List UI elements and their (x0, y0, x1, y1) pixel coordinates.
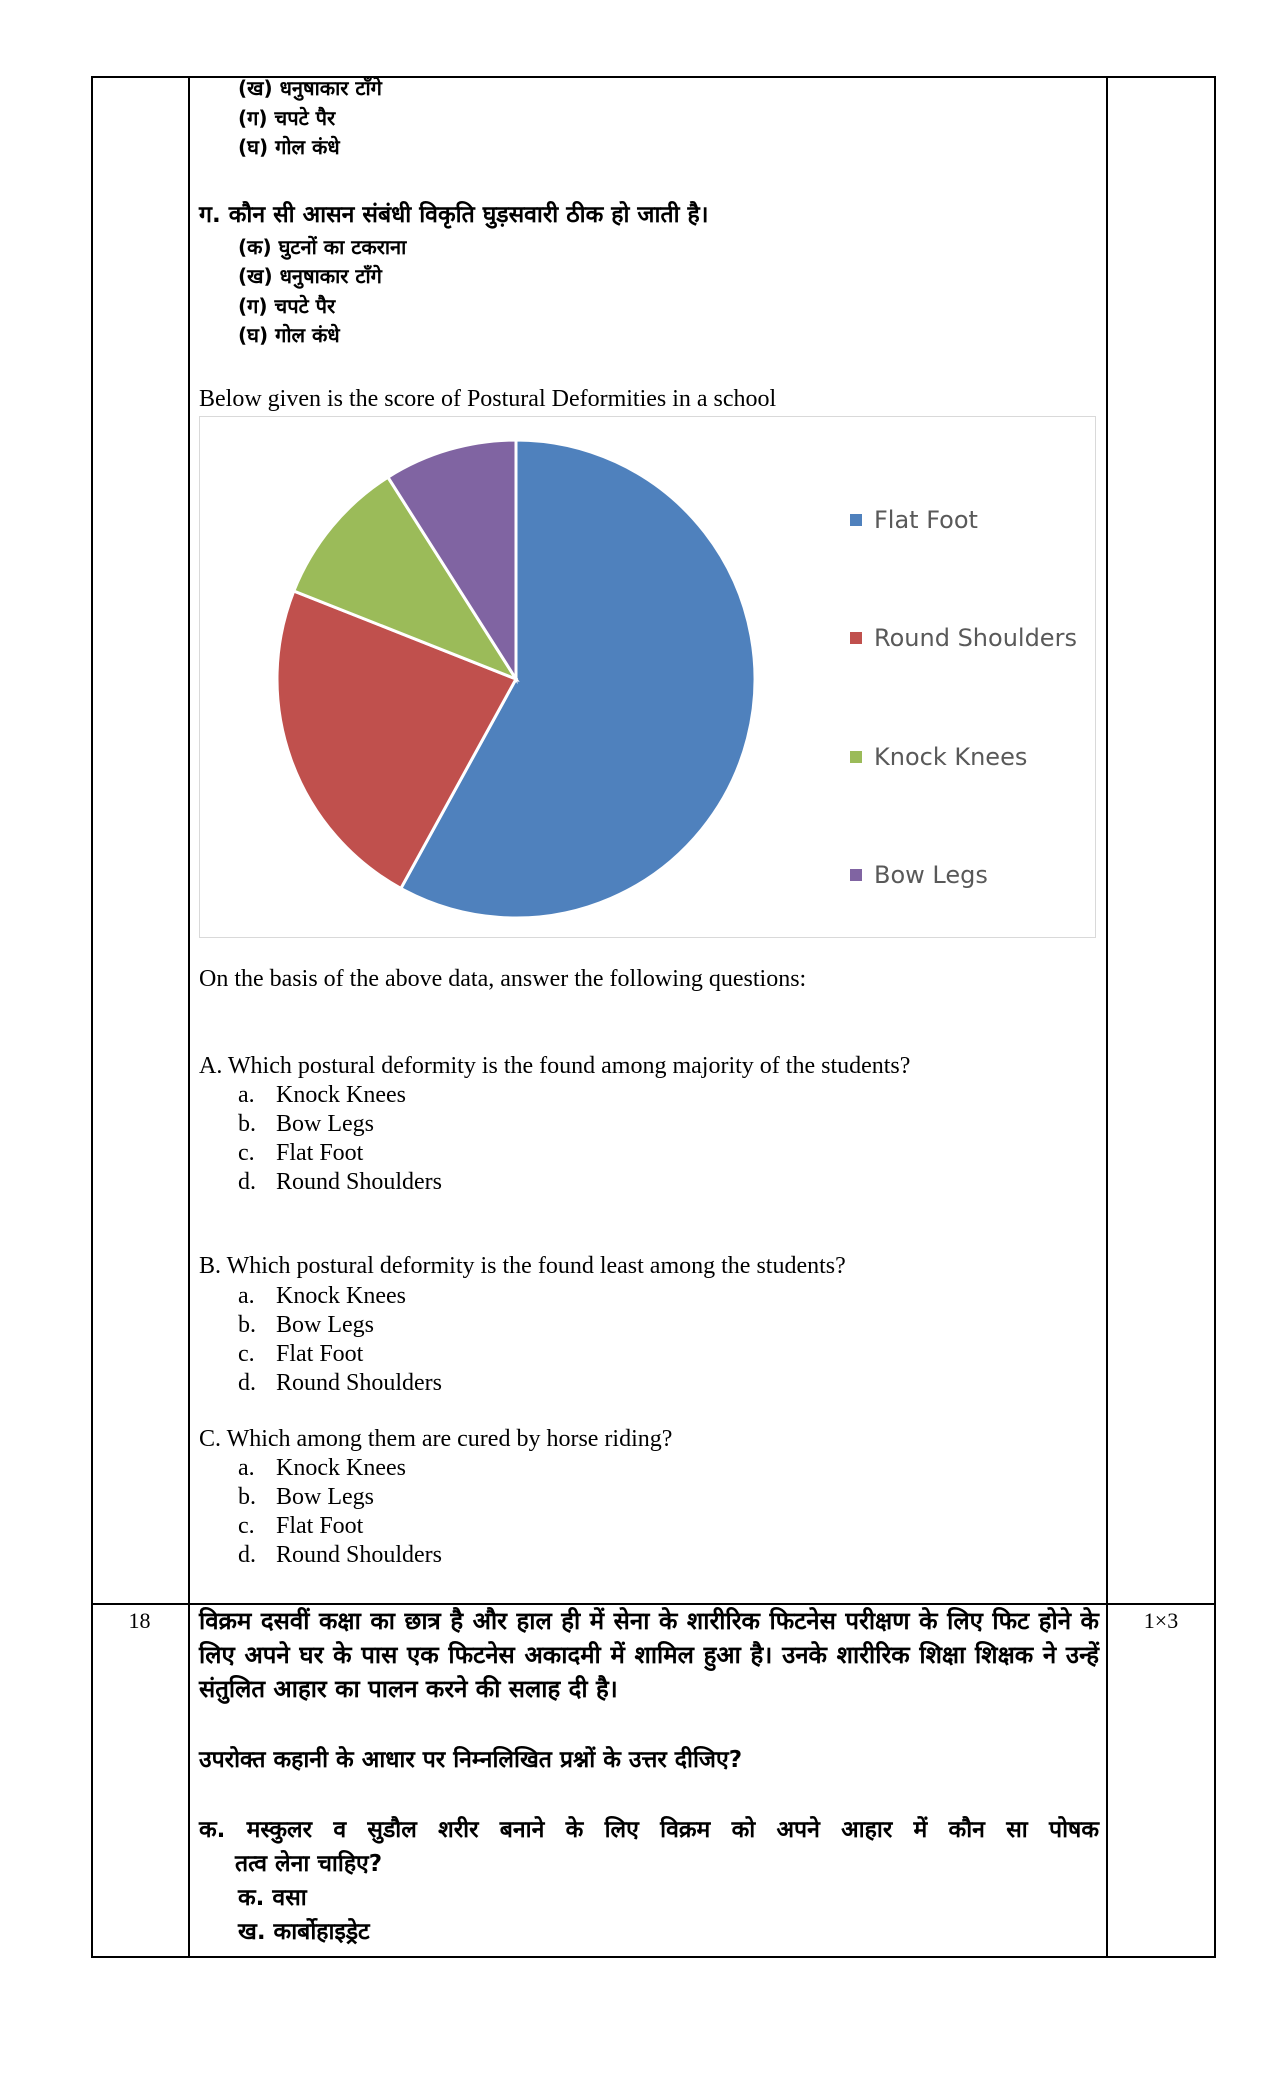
table-col-divider-2 (1106, 76, 1108, 1958)
question-18-option-ka: क. वसा (238, 1885, 307, 1911)
option-text: Round Shoulders (276, 1370, 443, 1396)
option-a[interactable] (238, 1454, 442, 1483)
question-ga-option-ka: (क) घुटनों का टकराना (238, 235, 407, 259)
question-ga: ग. कौन सी आसन संबंधी विकृति घुड़सवारी ठीक हो जाती है। (199, 202, 709, 228)
legend-label: Flat Foot (874, 506, 978, 534)
legend-label: Bow Legs (874, 861, 988, 889)
option-text: Knock Knees (276, 1455, 406, 1481)
option-c[interactable] (238, 1340, 442, 1369)
option-d[interactable] (238, 1168, 442, 1197)
question-a-options (238, 1081, 442, 1197)
question-number: 18 (128, 1608, 151, 1633)
option-text: Round Shoulders (276, 1542, 443, 1568)
prev-option-gha: (घ) गोल कंधे (238, 135, 340, 159)
option-b[interactable] (238, 1110, 442, 1139)
option-text: Bow Legs (276, 1111, 374, 1137)
option-letter: c. (238, 1341, 255, 1367)
option-letter: d. (238, 1169, 256, 1195)
pie-chart (200, 417, 1094, 936)
option-letter: a. (238, 1455, 255, 1481)
question-ga-option-ga: (ग) चपटे पैर (238, 294, 336, 318)
option-text: Flat Foot (276, 1140, 364, 1166)
option-a[interactable] (238, 1081, 442, 1110)
option-letter: d. (238, 1542, 256, 1568)
legend-swatch (850, 869, 862, 881)
question-18-passage: विक्रम दसवीं कक्षा का छात्र है और हाल ही में सेना के शारीरिक फिटनेस परीक्षण के लिए फिट होने के लिए अपने घर के पास एक फिटनेस अकादमी में शामिल हुआ है। उनके शारीरिक शिक्षा शिक्षक ने उन्हें संतुलित आहार का पालन करने की सलाह दी है। (199, 1607, 1099, 1703)
option-a[interactable] (238, 1282, 442, 1311)
table-border-left (91, 76, 93, 1958)
option-text: Round Shoulders (276, 1169, 443, 1195)
question-b-text: B. Which postural deformity is the found least among the students? (199, 1253, 846, 1279)
question-18-instruction: उपरोक्त कहानी के आधार पर निम्नलिखित प्रश्नों के उत्तर दीजिए? (199, 1747, 743, 1773)
chart-followup-text: On the basis of the above data, answer the following questions: (199, 966, 807, 992)
table-border-bottom (91, 1956, 1216, 1958)
option-text: Flat Foot (276, 1513, 364, 1539)
question-18-ka-line1: क. मस्कुलर व सुडौल शरीर बनाने के लिए विक्रम को अपने आहार में कौन सा पोषक (199, 1817, 1099, 1843)
option-letter: b. (238, 1312, 256, 1338)
option-text: Bow Legs (276, 1312, 374, 1338)
option-b[interactable] (238, 1483, 442, 1512)
prev-option-ga: (ग) चपटे पैर (238, 106, 336, 130)
option-letter: a. (238, 1283, 255, 1309)
option-b[interactable] (238, 1311, 442, 1340)
question-a-text: A. Which postural deformity is the found among majority of the students? (199, 1053, 911, 1079)
option-letter: c. (238, 1140, 255, 1166)
legend-label: Knock Knees (874, 743, 1028, 771)
legend-item-bow-legs (850, 860, 988, 890)
question-ga-option-gha: (घ) गोल कंधे (238, 323, 340, 347)
question-ga-option-kha: (ख) धनुषाकार टाँगे (238, 264, 382, 288)
option-d[interactable] (238, 1541, 442, 1570)
legend-swatch (850, 514, 862, 526)
table-col-divider-1 (188, 76, 190, 1958)
question-18-ka-line2: तत्व लेना चाहिए? (235, 1851, 383, 1877)
option-letter: c. (238, 1513, 255, 1539)
question-c-options (238, 1454, 442, 1570)
legend-item-round-shoulders (850, 623, 1077, 653)
legend-item-flat-foot (850, 505, 978, 535)
legend-label: Round Shoulders (874, 624, 1077, 652)
option-letter: b. (238, 1111, 256, 1137)
table-border-right (1214, 76, 1216, 1958)
question-18-option-kha: ख. कार्बोहाइड्रेट (238, 1919, 370, 1945)
option-letter: b. (238, 1484, 256, 1510)
option-d[interactable] (238, 1369, 442, 1398)
option-letter: d. (238, 1370, 256, 1396)
chart-intro-text: Below given is the score of Postural Deformities in a school (199, 386, 777, 412)
prev-option-kha: (ख) धनुषाकार टाँगे (238, 76, 382, 100)
option-text: Knock Knees (276, 1283, 406, 1309)
question-marks: 1×3 (1143, 1608, 1179, 1633)
legend-item-knock-knees (850, 742, 1027, 772)
option-text: Bow Legs (276, 1484, 374, 1510)
chart-frame (199, 416, 1096, 938)
option-letter: a. (238, 1082, 255, 1108)
legend-swatch (850, 751, 862, 763)
legend-swatch (850, 632, 862, 644)
question-b-options (238, 1282, 442, 1398)
option-c[interactable] (238, 1139, 442, 1168)
question-c-text: C. Which among them are cured by horse riding? (199, 1426, 673, 1452)
option-text: Flat Foot (276, 1341, 364, 1367)
option-c[interactable] (238, 1512, 442, 1541)
option-text: Knock Knees (276, 1082, 406, 1108)
